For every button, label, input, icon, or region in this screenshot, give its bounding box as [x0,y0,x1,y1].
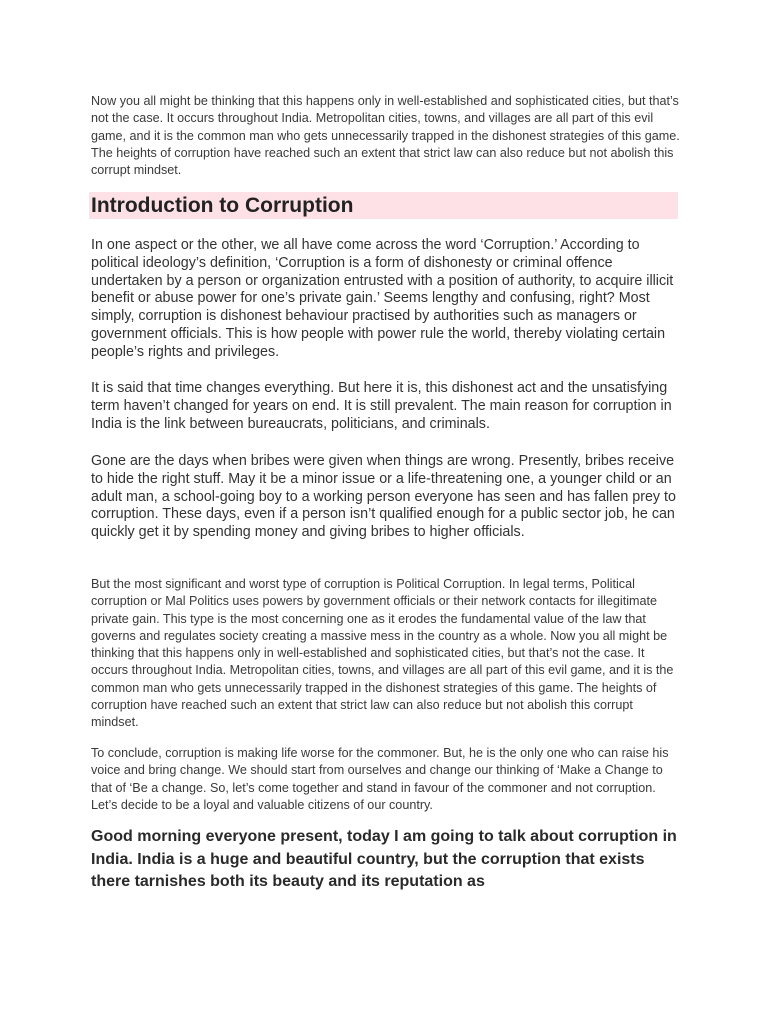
closing-bold-paragraph: Good morning everyone present, today I am going to talk about corruption in India. India is a huge and beautiful country, but the corruption that exists there tarnishes both its beauty and its reputation as [91,828,677,890]
paragraph-political-corruption: But the most significant and worst type of corruption is Political Corruption. In legal terms, Political corruption or Mal Politics uses powers by government officials or their network contacts for illegitimate private gain. This type is the most concerning one as it erodes the fundamental value of the law that governs and regulates society creating a massive mess in the country as a whole. Now you all might be thinking that this happens only in well-established and sophisticated cities, but that’s not the case. It occurs throughout India. Metropolitan cities, towns, and villages are all part of this evil game, and it is the common man who gets unnecessarily trapped in the dishonest strategies of this game. The heights of corruption have reached such an extent that strict law can also reduce but not abolish this corrupt mindset. [91,577,674,730]
paragraph-time-changes: It is said that time changes everything. But here it is, this dishonest act and the unsatisfying term haven’t changed for years on end. It is still prevalent. The main reason for corruption in India is the link between bureaucrats, politicians, and criminals. [91,380,672,432]
section-heading: Introduction to Corruption [91,194,354,217]
paragraph-bribes: Gone are the days when bribes were given when things are wrong. Presently, bribes receive to hide the right stuff. May it be a minor issue or a life-threatening one, a younger child or an adult man, a school-going boy to a working person everyone has seen and has fallen prey to corruption. These days, even if a person isn’t qualified enough for a public sector job, he can quickly get it by spending money and giving bribes to higher officials. [91,453,676,541]
intro-paragraph: Now you all might be thinking that this happens only in well-established and sophisticated cities, but that’s not the case. It occurs throughout India. Metropolitan cities, towns, and villages are all part of this evil game, and it is the common man who gets unnecessarily trapped in the dishonest strategies of this game. The heights of corruption have reached such an extent that strict law can also reduce but not abolish this corrupt mindset. [91,94,680,178]
paragraph-conclusion: To conclude, corruption is making life worse for the commoner. But, he is the only one who can raise his voice and bring change. We should start from ourselves and change our thinking of ‘Make a Change to that of ‘Be a change. So, let’s come together and stand in favour of the commoner and not corruption. Let’s decide to be a loyal and valuable citizens of our country. [91,746,669,812]
paragraph-definition: In one aspect or the other, we all have come across the word ‘Corruption.’ According to political ideology’s definition, ‘Corruption is a form of dishonesty or criminal offence undertaken by a person or organization entrusted with a position of authority, to acquire illicit benefit or abuse power for one’s private gain.’ Seems lengthy and confusing, right? Most simply, corruption is dishonest behaviour practised by authorities such as managers or government officials. This is how people with power rule the world, thereby violating certain people’s rights and privileges. [91,237,674,360]
closing-clip [91,826,683,896]
